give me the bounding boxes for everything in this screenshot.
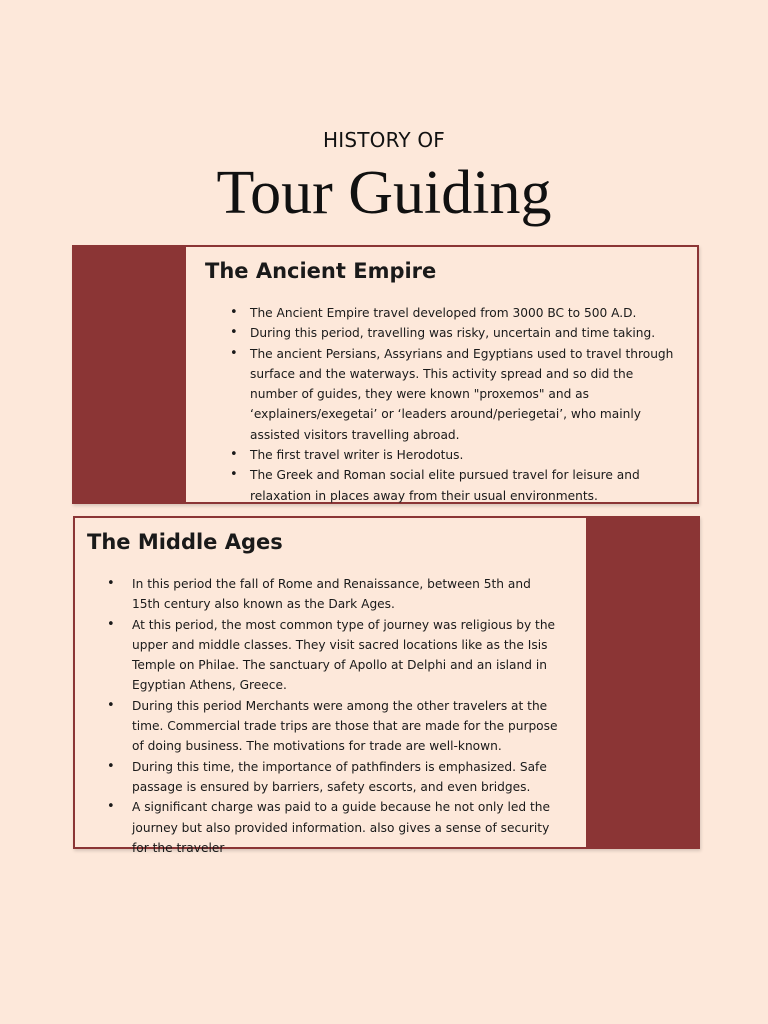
section-middle-ages	[73, 516, 700, 855]
page-title: Tour Guiding	[216, 159, 552, 227]
list-item: • In this period the fall of Rome and Renaissance, between 5th and 15th century also known as the Dark Ages.	[132, 574, 562, 615]
bullet-list	[132, 574, 562, 858]
bullet-list	[250, 303, 680, 506]
list-item: • During this period Merchants were among the other travelers at the time. Commercial trade trips are those that are made for the purpose of doing business. The motivations for trade are well-known.	[132, 696, 562, 757]
list-item: • At this period, the most common type of journey was religious by the upper and middle classes. They visit sacred locations like as the Isis Temple on Philae. The sanctuary of Apollo at Delphi and an island in Egyptian Athens, Greece.	[132, 615, 562, 696]
section-content	[75, 518, 586, 855]
list-item: • During this period, travelling was risky, uncertain and time taking.	[250, 323, 680, 343]
list-item: • The Ancient Empire travel developed from 3000 BC to 500 A.D.	[250, 303, 680, 323]
list-item: • During this time, the importance of pathfinders is emphasized. Safe passage is ensured by barriers, safety escorts, and even bridges.	[132, 757, 562, 798]
list-item: • The Greek and Roman social elite pursued travel for leisure and relaxation in places away from their usual environments.	[250, 465, 680, 506]
page-kicker: HISTORY OF	[322, 128, 446, 152]
decorative-band	[586, 518, 698, 847]
list-item: • The ancient Persians, Assyrians and Egyptians used to travel through surface and the waterways. This activity spread and so did the number of guides, they were known "proxemos" and as ‘explainers/exegetai’ or ‘leaders around/periegetai’, who mainly assisted visitors travelling abroad.	[250, 344, 680, 445]
list-item: • A significant charge was paid to a guide because he not only led the journey but also provided information. also gives a sense of security for the traveler	[132, 797, 562, 858]
section-ancient-empire	[72, 245, 699, 504]
list-item: • The first travel writer is Herodotus.	[250, 445, 680, 465]
decorative-band	[74, 247, 186, 502]
section-content	[186, 247, 697, 502]
section-heading: The Ancient Empire	[205, 259, 437, 283]
section-heading: The Middle Ages	[87, 530, 283, 554]
